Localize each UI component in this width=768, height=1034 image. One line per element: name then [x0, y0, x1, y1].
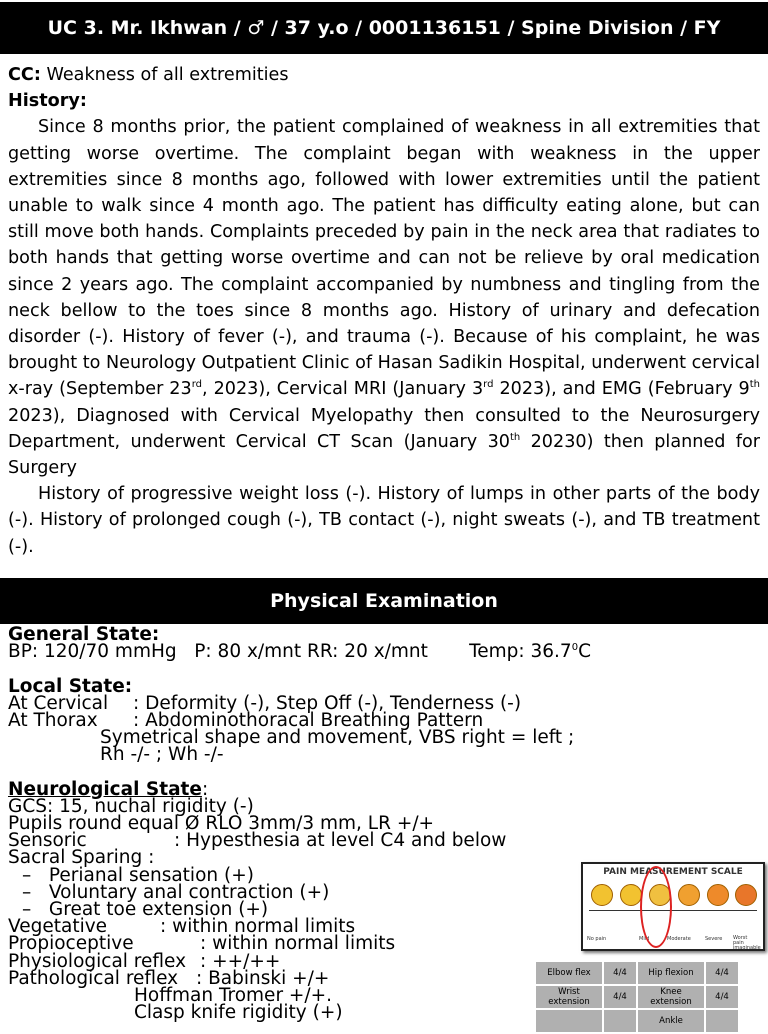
pain-scale-image: PAIN MEASUREMENT SCALE No pain Mild Moderate Severe Worst pain imaginable	[581, 862, 765, 951]
pathological-reflex-label: Pathological reflex	[8, 967, 179, 989]
thorax-line-3: Rh -/- ; Wh -/-	[100, 744, 224, 766]
sensoric-label: Sensoric	[8, 830, 87, 852]
sacral-label: Sacral Sparing :	[8, 847, 155, 869]
local-state-label: Local State:	[8, 675, 133, 697]
pathological-line-2: Hoffman Tromer +/+.	[134, 984, 333, 1006]
page-title-bar	[0, 2, 768, 54]
section-title-bar	[0, 578, 768, 624]
cc-value: Weakness of all extremities	[46, 65, 289, 85]
rr-value: RR: 20 x/mnt	[307, 641, 428, 663]
bp-value: BP: 120/70 mmHg	[8, 641, 177, 663]
physical-exam-body: General State: BP: 120/70 mmHg P: 80 x/mnt RR: 20 x/mnt Temp: 36.7$^0$C Local State: At Cervical : Deformity (-), Step Off (-), Tenderness (-) At Thorax : Abdominothoracal Breathing Pattern Symetrical shape and movement, VBS right = left ; Rh -/- ; Wh -/- Neurological State: GCS: 15, nuchal rigidity (-) Pupils round equal Ø RLO 3mm/3 mm, LR +/+ Sensoric : Hypesthesia at level C4 and below Sacral Sparing : – Perianal sensation (+) – Voluntary anal contraction (+) – Great toe extension (+) Vegetative : within normal limits Propioceptive : within normal limits Physiological reflex : ++/++ Pathological reflex : Babinski +/+ Hoffman Tromer +/+. Clasp knife rigidity (+)	[8, 626, 608, 1021]
list-item: – Great toe extension (+)	[22, 899, 269, 920]
pulse-value: P: 80 x/mnt	[194, 641, 302, 663]
table-row: Ankle	[536, 1010, 738, 1032]
general-state-label: General State:	[8, 624, 160, 645]
face-icon	[591, 884, 613, 906]
table-row: Wrist extension 4/4 Knee extension 4/4	[536, 986, 738, 1008]
physiological-reflex-label: Physiological reflex	[8, 950, 187, 972]
history-section	[8, 62, 760, 560]
cc-label: CC:	[8, 65, 41, 85]
thorax-line-2: Symetrical shape and movement, VBS right = left ;	[100, 727, 575, 749]
face-icon	[620, 884, 642, 906]
highlight-circle	[640, 866, 672, 948]
history-label: History:	[8, 91, 87, 112]
thorax-value: : Abdominothoracal Breathing Pattern	[133, 709, 484, 731]
page-title: UC 3. Mr. Ikhwan / ♂ / 37 y.o / 0001136151 / Spine Division / FY	[47, 17, 721, 39]
neuro-state-label: Neurological State	[8, 778, 202, 800]
vegetative-label: Vegetative	[8, 916, 108, 938]
pathological-reflex-value: : Babinski +/+	[196, 967, 330, 989]
table-row: Elbow flex 4/4 Hip flexion 4/4	[536, 962, 738, 984]
section-title: Physical Examination	[270, 590, 498, 612]
face-icon	[678, 884, 700, 906]
pupils-value: Pupils round equal Ø RLO 3mm/3 mm, LR +/+	[8, 813, 435, 835]
pathological-line-3: Clasp knife rigidity (+)	[134, 1002, 343, 1024]
list-item: – Perianal sensation (+)	[22, 864, 254, 886]
history-paragraph-1: Since 8 months prior, the patient complained of weakness in all extremities that getting worse overtime. The complaint began with weakness in the upper extremities since 8 months ago, followed with lower extremities until the patient unable to walk since 4 month ago. The patient has difficulty eating alone, but can still move both hands. Complaints preceded by pain in the neck area that radiates to both hands that getting worse overtime and can not be relieve by oral medication since 2 years ago. The complaint accompanied by numbness and tingling from the neck bellow to the toes since 8 months ago. History of urinary and defecation disorder (-). History of fever (-), and trauma (-). Because of his complaint, he was brought to Neurology Outpatient Clinic of Hasan Sadikin Hospital, underwent cervical x-ray (September 23rd, 2023), Cervical MRI (January 3rd 2023), and EMG (February 9th 2023), Diagnosed with Cervical Myelopathy then consulted to the Neurosurgery Department, underwent Cervical CT Scan (January 30th 20230) then planned for Surgery	[8, 117, 760, 479]
temp-value: Temp: 36.7$^0$C	[469, 641, 591, 663]
propioceptive-value: : within normal limits	[200, 933, 396, 955]
list-item: – Voluntary anal contraction (+)	[22, 881, 330, 903]
thorax-label: At Thorax	[8, 709, 98, 731]
cervical-label: At Cervical	[8, 692, 109, 714]
history-paragraph-2: History of progressive weight loss (-). History of lumps in other parts of the body (-). History of prolonged cough (-), TB contact (-), night sweats (-), and TB treatment (-).	[8, 484, 760, 557]
face-icon	[707, 884, 729, 906]
pain-faces	[589, 884, 757, 906]
propioceptive-label: Propioceptive	[8, 933, 134, 955]
motor-strength-table	[534, 960, 740, 1034]
cervical-value: : Deformity (-), Step Off (-), Tenderness (-)	[133, 692, 522, 714]
sensoric-value: : Hypesthesia at level C4 and below	[174, 830, 507, 852]
gcs-value: GCS: 15, nuchal rigidity (-)	[8, 795, 254, 817]
pain-scale-line	[589, 910, 757, 911]
pain-scale-title: PAIN MEASUREMENT SCALE	[603, 867, 743, 877]
physiological-reflex-value: : ++/++	[200, 950, 281, 972]
vegetative-value: : within normal limits	[160, 916, 356, 938]
face-icon	[735, 884, 757, 906]
